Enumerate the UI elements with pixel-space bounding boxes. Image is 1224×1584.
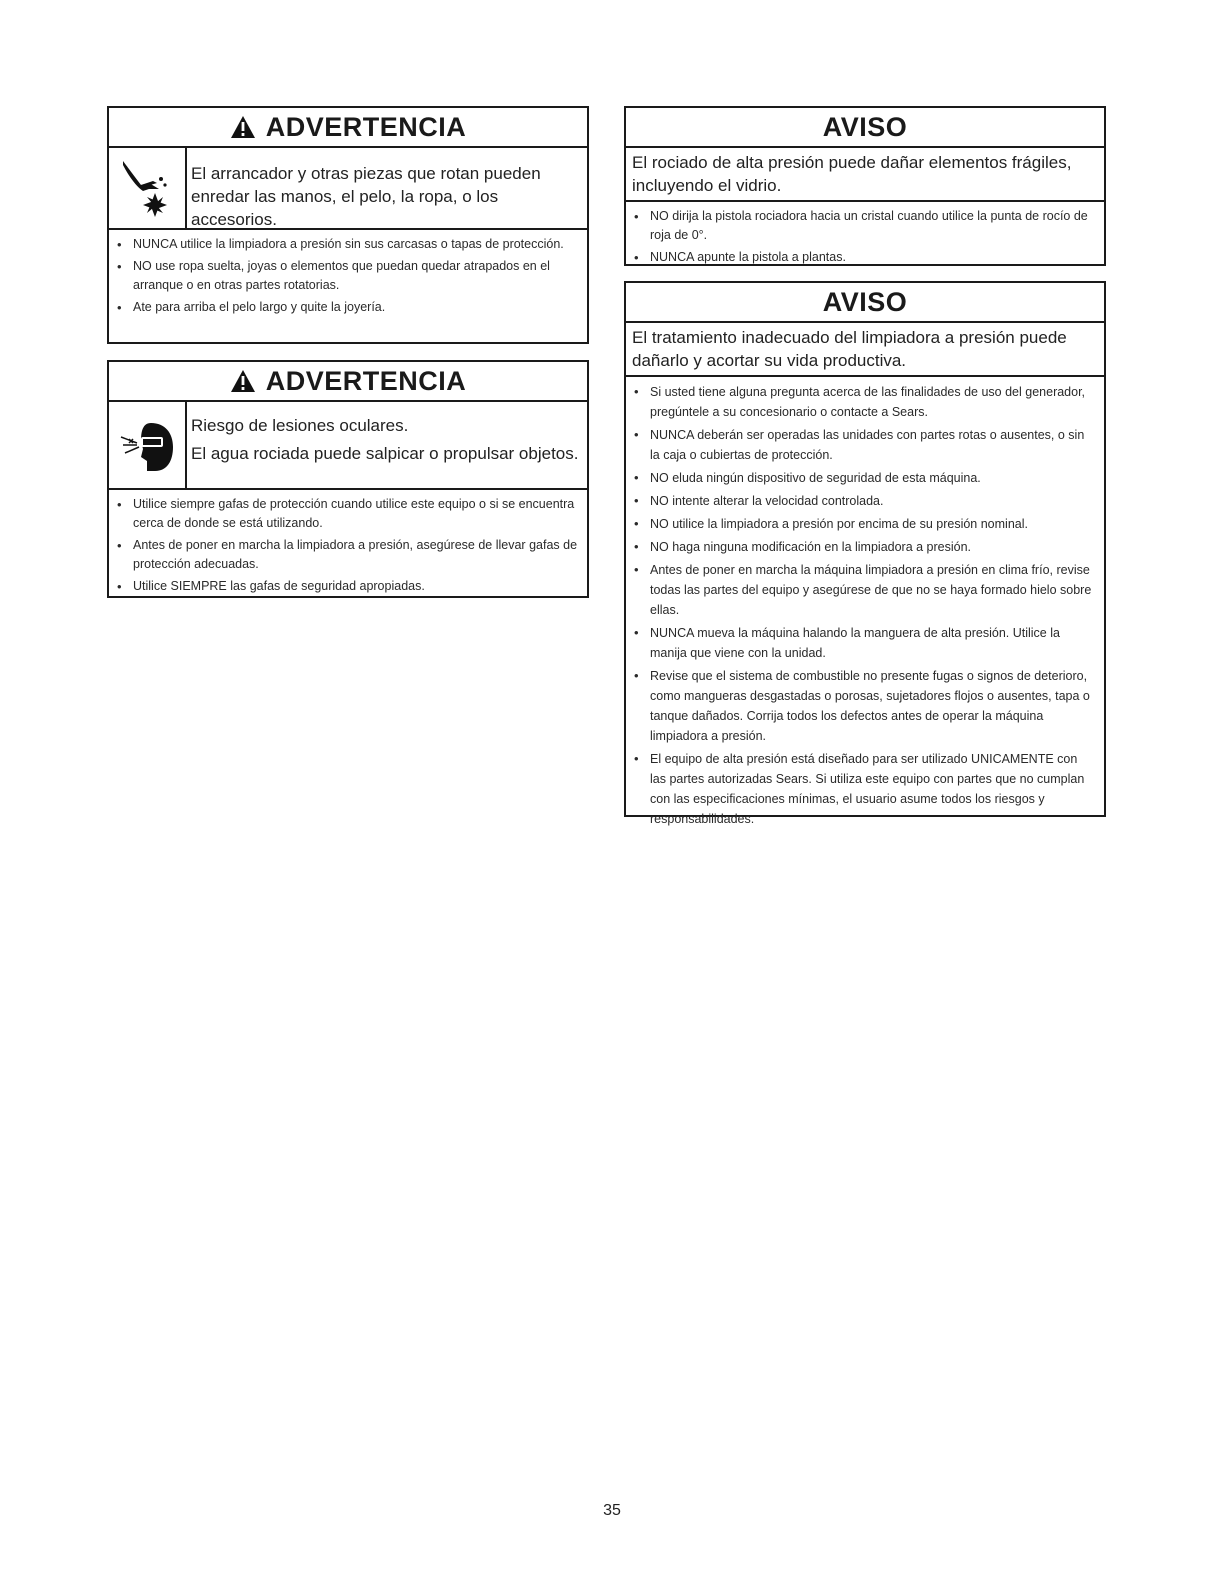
warning-eye-box — [107, 360, 589, 598]
warning-title: ADVERTENCIA — [265, 111, 467, 142]
list-item: • NUNCA apunte la pistola a plantas. — [634, 248, 1096, 267]
list-item: • NO use ropa suelta, joyas o elementos que puedan quedar atrapados en el arranque o en otras partes rotatorias. — [117, 257, 579, 295]
list-item: • NO haga ninguna modificación en la limpiadora a presión. — [634, 537, 1096, 557]
list-item: • NUNCA mueva la máquina halando la manguera de alta presión. Utilice la manija que viene con la unidad. — [634, 623, 1096, 663]
list-item: • Antes de poner en marcha la limpiadora a presión, asegúrese de llevar gafas de protección adecuadas. — [117, 536, 579, 574]
page-number: 35 — [603, 1502, 621, 1519]
list-item: • NO eluda ningún dispositivo de seguridad de esta máquina. — [634, 468, 1096, 488]
list-item: • NO dirija la pistola rociadora hacia un cristal cuando utilice la punta de rocío de roja de 0°. — [634, 207, 1096, 245]
hazard-line: El agua rociada puede salpicar o propulsar objetos. — [191, 444, 579, 463]
list-item: • Si usted tiene alguna pregunta acerca de las finalidades de uso del generador, pregúntele a su concesionario o contacte a Sears. — [634, 382, 1096, 422]
list-item: • Antes de poner en marcha la máquina limpiadora a presión en clima frío, revise todas las partes del equipo y asegúrese de que no se haya formado hielo sobre ellas. — [634, 560, 1096, 620]
notice-title: AVISO — [822, 286, 908, 317]
hazard-text — [187, 402, 587, 488]
bullet-list — [109, 490, 587, 605]
list-item: • NO utilice la limpiadora a presión por encima de su presión nominal. — [634, 514, 1096, 534]
list-item: • NUNCA utilice la limpiadora a presión sin sus carcasas o tapas de protección. — [117, 235, 579, 254]
entanglement-hand-icon — [109, 148, 187, 228]
list-item: • Ate para arriba el pelo largo y quite la joyería. — [117, 298, 579, 317]
list-item: • Utilice SIEMPRE las gafas de seguridad apropiadas. — [117, 577, 579, 596]
hazard-text: El arrancador y otras piezas que rotan pueden enredar las manos, el pelo, la ropa, o los accesorios. — [191, 164, 541, 229]
notice-spray-box — [624, 106, 1106, 266]
warning-entanglement-box — [107, 106, 589, 344]
notice-title: AVISO — [822, 111, 908, 142]
list-item: • Utilice siempre gafas de protección cuando utilice este equipo o si se encuentra cerca de donde se está utilizando. — [117, 495, 579, 533]
bullet-list — [109, 230, 587, 326]
hazard-line: Riesgo de lesiones oculares. — [191, 416, 409, 435]
list-item: • El equipo de alta presión está diseñado para ser utilizado UNICAMENTE con las partes autorizadas Sears. Si utiliza este equipo con partes que no cumplan con las especificaciones mínimas, el usuario asume todos los riesgos y responsabilidades. — [634, 749, 1096, 829]
notice-treatment-box — [624, 281, 1106, 826]
bullet-list — [626, 202, 1104, 276]
list-item: • NUNCA deberán ser operadas las unidades con partes rotas o ausentes, o sin la caja o cubiertas de protección. — [634, 425, 1096, 465]
notice-lead: El tratamiento inadecuado del limpiadora a presión puede dañarlo y acortar su vida productiva. — [626, 323, 1104, 377]
warning-title: ADVERTENCIA — [265, 365, 467, 396]
warning-header — [109, 108, 587, 148]
warning-triangle-icon — [230, 369, 256, 393]
notice-header — [626, 283, 1104, 323]
bullet-list — [626, 377, 1104, 838]
warning-header — [109, 362, 587, 402]
eye-protection-icon — [109, 402, 187, 488]
notice-lead: El rociado de alta presión puede dañar elementos frágiles, incluyendo el vidrio. — [626, 148, 1104, 202]
list-item: • Revise que el sistema de combustible no presente fugas o signos de deterioro, como mangueras desgastadas o porosas, sujetadores flojos o ausentes, tapa o tanque dañados. Corrija todos los defectos antes de operar la máquina limpiadora a presión. — [634, 666, 1096, 746]
hazard-row — [109, 148, 587, 230]
hazard-row — [109, 402, 587, 490]
warning-triangle-icon — [230, 115, 256, 139]
list-item: • NO intente alterar la velocidad controlada. — [634, 491, 1096, 511]
notice-header — [626, 108, 1104, 148]
